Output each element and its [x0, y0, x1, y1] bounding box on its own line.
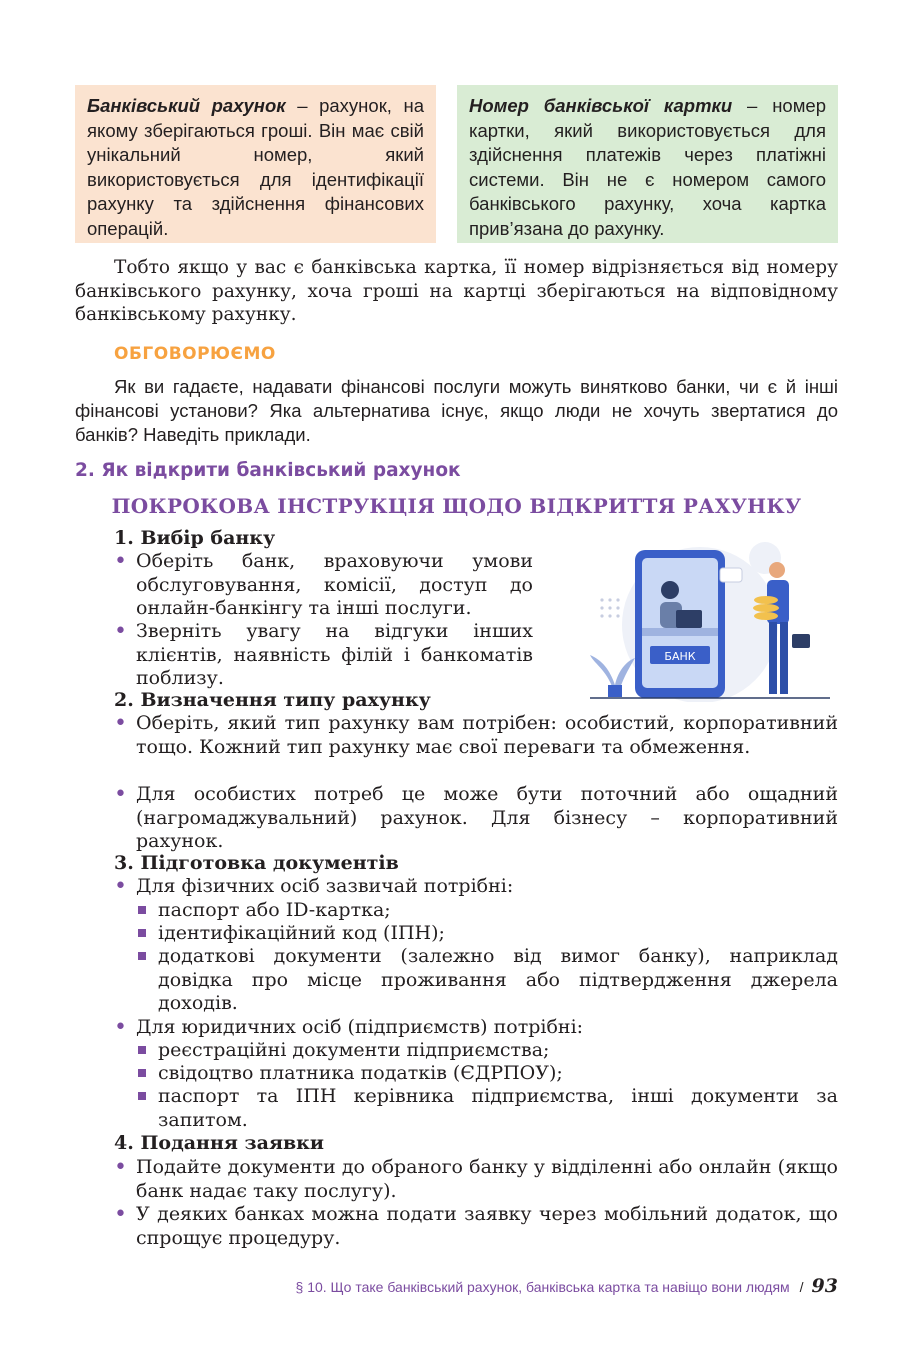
step-title: 1. Вибір банку: [114, 527, 276, 549]
step-bullet: • Оберіть, який тип рахунку вам потрібен: особистий, корпоративний тощо. Кожний тип рахунку має свої переваги та обмеження.: [114, 712, 838, 759]
discussion-text: Як ви гадаєте, надавати фінансові послуги можуть винятково банки, чи є й інші фінансові установи? Яка альтернатива існує, якщо люди не хочуть звертатися до банків? Наведіть приклади.: [75, 376, 838, 445]
doc-item: паспорт та ІПН керівника підприємства, інші документи за запитом.: [136, 1085, 838, 1132]
page-footer: [296, 1275, 838, 1297]
step-title: 2. Визначення типу рахунку: [114, 689, 431, 711]
intro-paragraph: Тобто якщо у вас є банківська картка, її номер відрізняється від номеру банківського рахунку, хоча гроші на картці зберігаються на відповідному банківському рахунку.: [75, 257, 838, 325]
doc-item: паспорт або ID-картка;: [136, 899, 838, 923]
definition-term: Банківський рахунок: [87, 95, 286, 116]
definition-text: – рахунок, на якому зберігаються гроші. Він має свій унікальний номер, який використовується для ідентифікації рахунку та здійснення фінансових операцій.: [87, 95, 425, 239]
definition-term: Номер банківської картки: [469, 95, 733, 116]
step-bullet: • Для фізичних осіб зазвичай потрібні:: [114, 875, 838, 899]
footer-separator: /: [799, 1279, 804, 1295]
doc-item: додаткові документи (залежно від вимог банку), наприклад довідка про місце проживання або підтвердження джерела доходів.: [136, 945, 838, 1016]
running-title: § 10. Що таке банківський рахунок, банківська картка та навіщо вони людям: [295, 1279, 790, 1295]
bank-illustration: [580, 530, 840, 702]
step-title: 4. Подання заявки: [114, 1132, 324, 1154]
step-bullet: • У деяких банках можна подати заявку через мобільний додаток, що спрощує процедуру.: [114, 1203, 838, 1250]
step-bullet: • Оберіть банк, враховуючи умови обслуговування, комісії, доступ до онлайн-банкінгу та інші послуги.: [114, 550, 533, 621]
step-bullet: • Зверніть увагу на відгуки інших клієнтів, наявність філій і банкоматів поблизу.: [114, 620, 533, 691]
doc-item: свідоцтво платника податків (ЄДРПОУ);: [136, 1062, 838, 1086]
definition-box-bank-account: [75, 85, 436, 243]
bank-sign-text: БАНК: [664, 650, 696, 663]
doc-item: ідентифікаційний код (ІПН);: [136, 922, 838, 946]
section-heading: 2. Як відкрити банківський рахунок: [75, 460, 461, 481]
doc-item: реєстраційні документи підприємства;: [136, 1039, 838, 1063]
step-bullet: • Для особистих потреб це може бути поточний або ощадний (нагромаджувальний) рахунок. Для бізнесу – корпоративний рахунок.: [114, 783, 838, 854]
page-number: 93: [811, 1275, 838, 1297]
step-bullet: • Для юридичних осіб (підприємств) потрібні:: [114, 1016, 838, 1040]
step-bullet: • Подайте документи до обраного банку у відділенні або онлайн (якщо банк надає таку послугу).: [114, 1156, 838, 1203]
discussion-heading: ОБГОВОРЮЄМО: [114, 344, 276, 364]
step-title: 3. Підготовка документів: [114, 852, 399, 874]
definition-text: – номер картки, який використовується для здійснення платежів через платіжні системи. Він не є номером самого банківського рахунку, хоча картка прив’язана до рахунку.: [469, 95, 826, 239]
instruction-title: ПОКРОКОВА ІНСТРУКЦІЯ ЩОДО ВІДКРИТТЯ РАХУНКУ: [111, 494, 802, 518]
definition-box-card-number: [457, 85, 838, 243]
